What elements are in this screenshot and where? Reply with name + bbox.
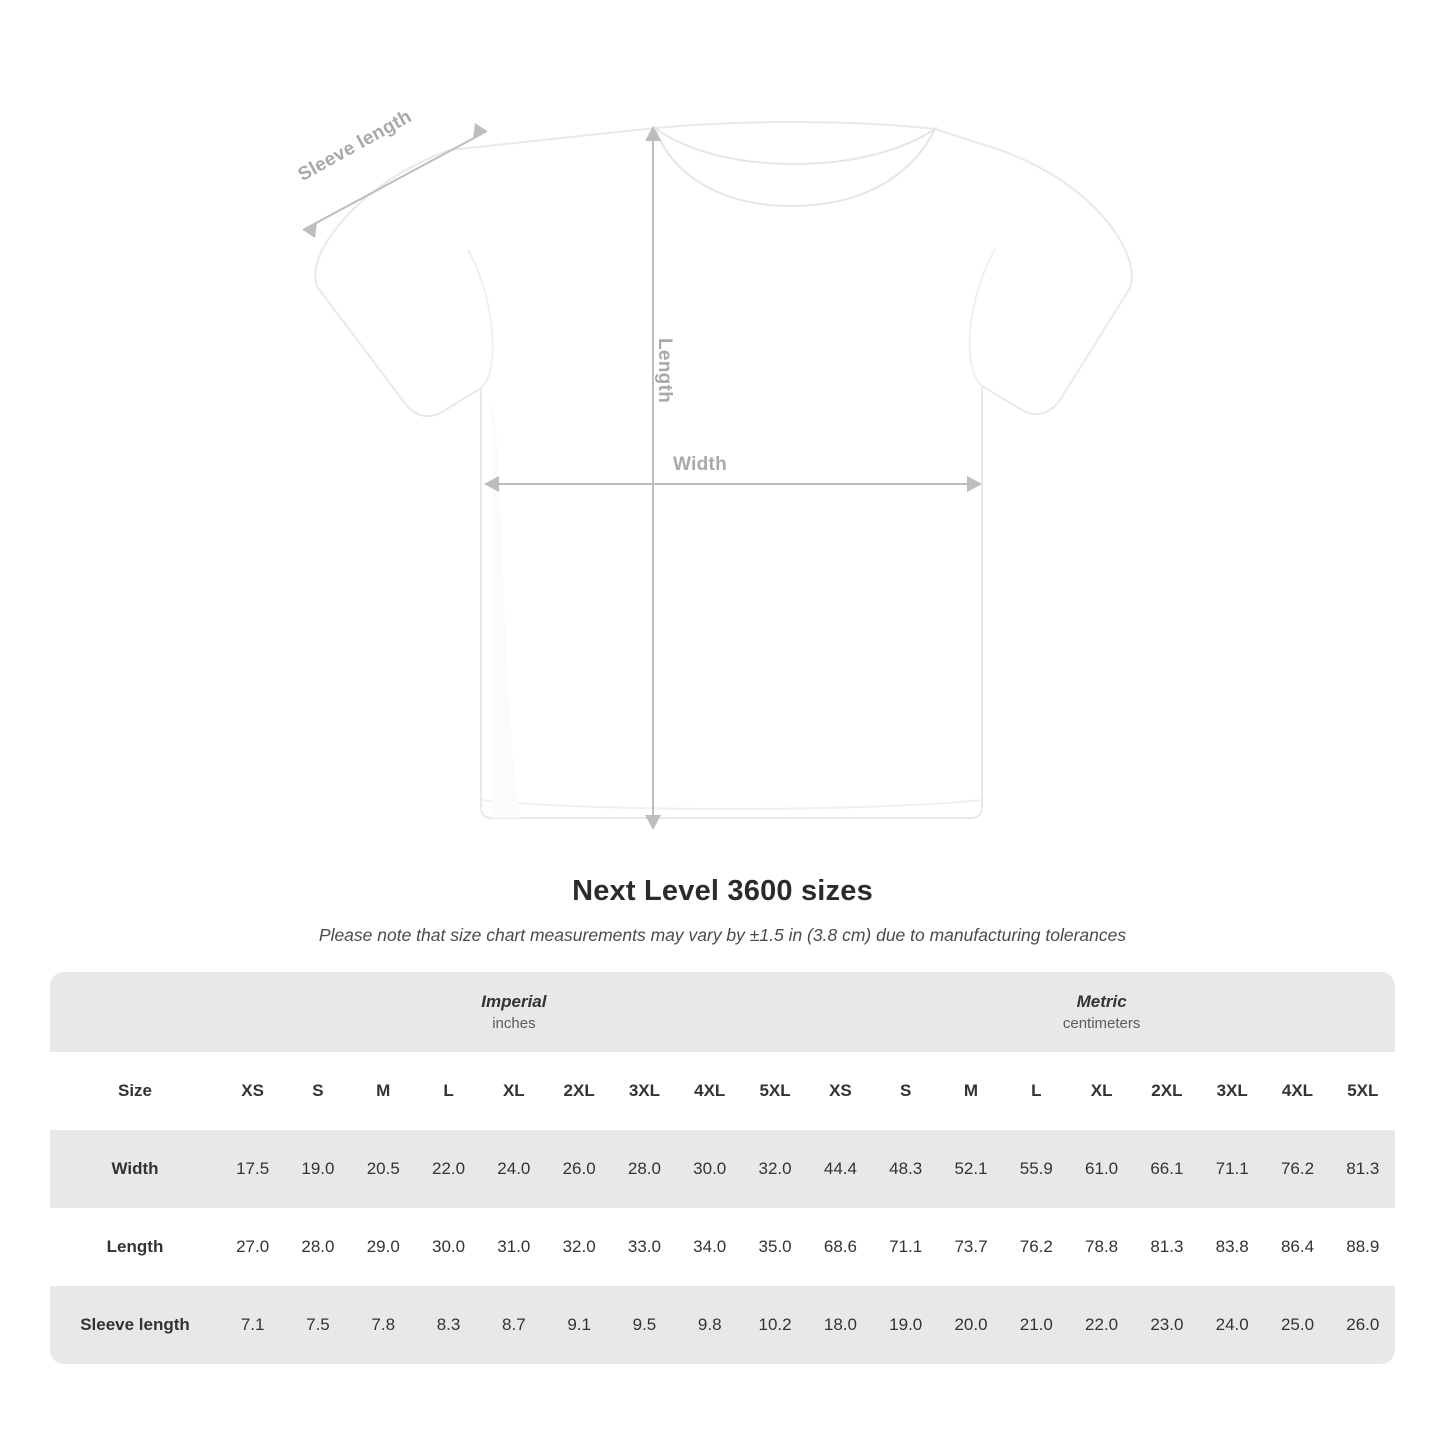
- sleeve-cell-16: 25.0: [1280, 1315, 1315, 1334]
- size-cell-6: 3XL: [628, 1081, 661, 1100]
- sleeve-cell-14: 23.0: [1150, 1315, 1184, 1334]
- width-cell-17: 81.3: [1346, 1159, 1380, 1178]
- width-dimension-label: Width: [673, 454, 728, 475]
- length-cell-1: 28.0: [301, 1237, 335, 1256]
- length-cell-15: 83.8: [1215, 1237, 1249, 1256]
- length-cell-9: 68.6: [823, 1237, 857, 1256]
- size-cell-3: L: [443, 1081, 454, 1100]
- length-cell-0: 27.0: [236, 1237, 270, 1256]
- sleeve-cell-1: 7.5: [306, 1315, 330, 1334]
- width-cell-4: 24.0: [497, 1159, 531, 1178]
- sleeve-cell-8: 10.2: [758, 1315, 792, 1334]
- sleeve-cell-3: 8.3: [436, 1315, 461, 1334]
- length-cell-2: 29.0: [366, 1237, 400, 1256]
- table-row-sleeve-length: [50, 1286, 1395, 1364]
- width-cell-14: 66.1: [1150, 1159, 1184, 1178]
- sleeve-cell-15: 24.0: [1215, 1315, 1249, 1334]
- unit-header-imperial-sub: inches: [492, 1014, 536, 1032]
- unit-header-imperial-name: Imperial: [481, 991, 547, 1011]
- table-sizes-row: [50, 1052, 1395, 1130]
- size-table-wrapper: [50, 972, 1395, 1364]
- sleeve-cell-2: 7.8: [371, 1315, 396, 1334]
- length-cell-5: 32.0: [562, 1237, 596, 1256]
- row-label-sleeve-length: Sleeve length: [80, 1315, 190, 1334]
- length-cell-12: 76.2: [1019, 1237, 1053, 1256]
- row-label-width: Width: [111, 1159, 159, 1178]
- width-cell-7: 30.0: [693, 1159, 727, 1178]
- sleeve-cell-11: 20.0: [954, 1315, 988, 1334]
- length-cell-13: 78.8: [1085, 1237, 1119, 1256]
- size-cell-12: L: [1031, 1081, 1042, 1100]
- size-cell-11: M: [963, 1081, 979, 1100]
- unit-header-metric: [808, 972, 1396, 1052]
- table-unit-header-row: [50, 972, 1395, 1052]
- width-cell-0: 17.5: [236, 1159, 270, 1178]
- sleeve-cell-5: 9.1: [567, 1315, 591, 1334]
- length-cell-8: 35.0: [758, 1237, 792, 1256]
- page-title: Next Level 3600 sizes: [572, 875, 873, 907]
- length-dimension-label: Length: [654, 338, 675, 404]
- size-cell-13: XL: [1090, 1081, 1113, 1100]
- length-cell-3: 30.0: [431, 1237, 466, 1256]
- sleeve-cell-6: 9.5: [632, 1315, 657, 1334]
- length-cell-4: 31.0: [497, 1237, 531, 1256]
- size-cell-1: S: [312, 1081, 324, 1100]
- width-cell-12: 55.9: [1019, 1159, 1053, 1178]
- width-cell-3: 22.0: [431, 1159, 466, 1178]
- length-cell-16: 86.4: [1280, 1237, 1315, 1256]
- length-cell-7: 34.0: [693, 1237, 727, 1256]
- width-cell-11: 52.1: [954, 1159, 988, 1178]
- unit-header-metric-name: Metric: [1076, 991, 1127, 1011]
- sleeve-length-dimension-label: Sleeve length: [294, 106, 416, 186]
- width-cell-15: 71.1: [1215, 1159, 1249, 1178]
- unit-header-metric-sub: centimeters: [1062, 1014, 1141, 1032]
- size-cell-7: 4XL: [694, 1081, 726, 1100]
- unit-header-imperial: [220, 972, 808, 1052]
- size-cell-8: 5XL: [759, 1081, 791, 1100]
- size-cell-16: 4XL: [1281, 1081, 1314, 1100]
- length-cell-10: 71.1: [889, 1237, 923, 1256]
- sleeve-cell-7: 9.8: [697, 1315, 722, 1334]
- width-cell-8: 32.0: [758, 1159, 792, 1178]
- size-cell-2: M: [376, 1081, 391, 1100]
- width-cell-13: 61.0: [1085, 1159, 1119, 1178]
- size-cell-0: XS: [241, 1081, 264, 1100]
- sleeve-cell-13: 22.0: [1085, 1315, 1119, 1334]
- title-block: [0, 875, 1445, 946]
- sleeve-cell-12: 21.0: [1019, 1315, 1053, 1334]
- size-row-label: Size: [117, 1081, 153, 1100]
- table-row-width: [50, 1130, 1395, 1208]
- length-cell-6: 33.0: [627, 1237, 661, 1256]
- width-cell-5: 26.0: [562, 1159, 596, 1178]
- width-cell-1: 19.0: [301, 1159, 335, 1178]
- sleeve-cell-17: 26.0: [1346, 1315, 1380, 1334]
- size-cell-9: XS: [829, 1081, 852, 1100]
- width-cell-10: 48.3: [889, 1159, 923, 1178]
- sleeve-cell-9: 18.0: [823, 1315, 857, 1334]
- table-row-length: [50, 1208, 1395, 1286]
- unit-header-spacer: [50, 972, 220, 1052]
- size-cell-15: 3XL: [1216, 1081, 1248, 1100]
- width-cell-6: 28.0: [627, 1159, 661, 1178]
- width-cell-2: 20.5: [366, 1159, 400, 1178]
- width-cell-16: 76.2: [1280, 1159, 1315, 1178]
- size-cell-5: 2XL: [563, 1081, 595, 1100]
- size-cell-10: S: [900, 1081, 912, 1100]
- width-cell-9: 44.4: [823, 1159, 857, 1178]
- size-cell-14: 2XL: [1151, 1081, 1183, 1100]
- length-cell-11: 73.7: [954, 1237, 988, 1256]
- size-table: [50, 972, 1395, 1364]
- tolerance-note: Please note that size chart measurements may vary by ±1.5 in (3.8 cm) due to manufacturing tolerances: [318, 925, 1127, 945]
- size-cell-17: 5XL: [1347, 1081, 1379, 1100]
- sleeve-cell-10: 19.0: [889, 1315, 923, 1334]
- row-label-length: Length: [106, 1237, 164, 1256]
- sleeve-cell-0: 7.1: [240, 1315, 265, 1334]
- length-cell-17: 88.9: [1346, 1237, 1380, 1256]
- sleeve-cell-4: 8.7: [502, 1315, 526, 1334]
- length-cell-14: 81.3: [1150, 1237, 1184, 1256]
- size-cell-4: XL: [502, 1081, 525, 1100]
